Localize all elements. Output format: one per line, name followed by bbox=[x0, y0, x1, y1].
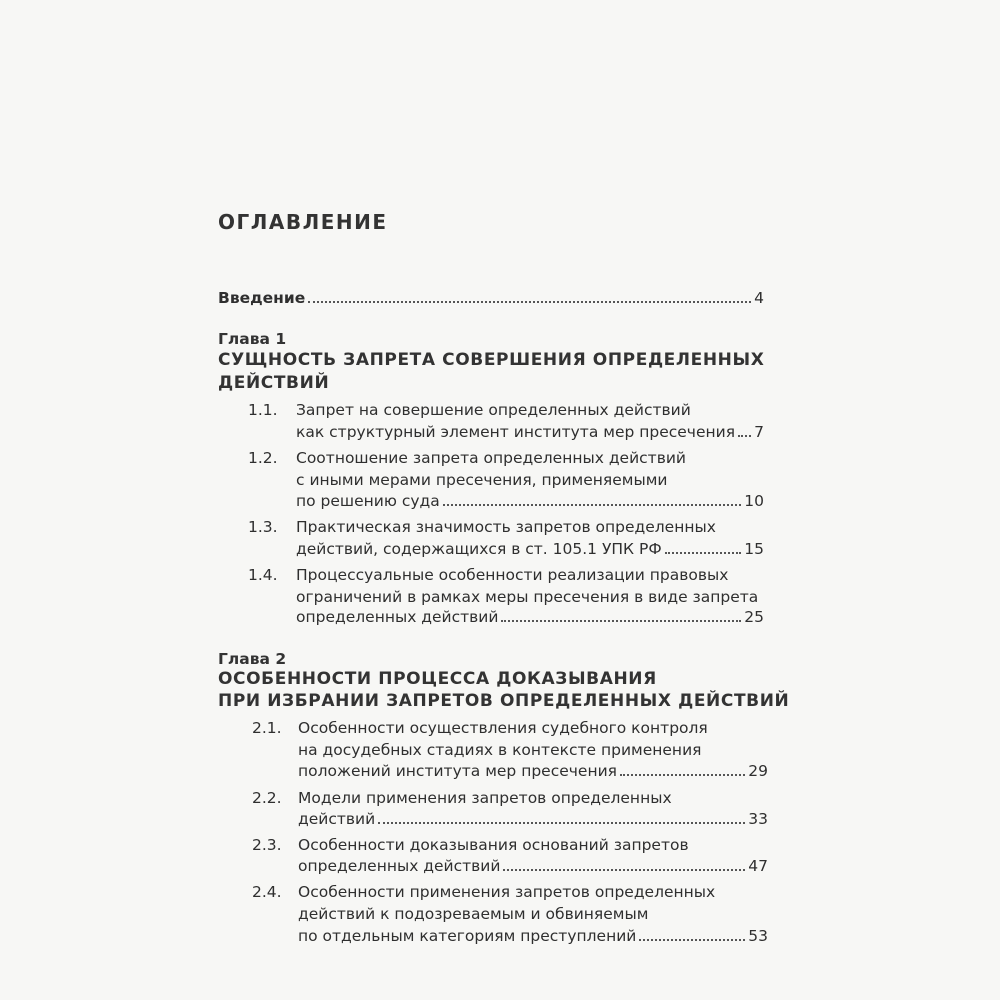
section-number: 2.2. bbox=[252, 789, 282, 807]
section-last-line bbox=[296, 490, 764, 512]
section-last-line bbox=[296, 421, 764, 443]
section-title-line: как структурный элемент института мер пресечения bbox=[296, 423, 736, 441]
toc-page-number: 47 bbox=[748, 857, 768, 875]
section-number: 1.2. bbox=[248, 449, 278, 467]
section-last-line bbox=[296, 538, 764, 560]
section-title-line: Соотношение запрета определенных действий bbox=[296, 449, 686, 467]
dot-leader bbox=[503, 869, 745, 871]
toc-page-number: 10 bbox=[744, 492, 764, 510]
dot-leader bbox=[308, 301, 751, 303]
section-title-line: определенных действий bbox=[298, 857, 501, 875]
dot-leader bbox=[620, 774, 745, 776]
section-number: 2.3. bbox=[252, 836, 282, 854]
section-title-line: ограничений в рамках меры пресечения в виде запрета bbox=[296, 588, 759, 606]
section-title-line: Запрет на совершение определенных действий bbox=[296, 401, 691, 419]
section-number: 1.1. bbox=[248, 401, 278, 419]
toc-page-number: 29 bbox=[748, 762, 768, 780]
section-title-line: Практическая значимость запретов определенных bbox=[296, 518, 716, 536]
section-title-line: по решению суда bbox=[296, 492, 440, 510]
section-title-line: с иными мерами пресечения, применяемыми bbox=[296, 471, 668, 489]
section-title-line: Особенности доказывания оснований запретов bbox=[298, 836, 689, 854]
section-number: 2.1. bbox=[252, 719, 282, 737]
toc-page-number: 7 bbox=[754, 423, 764, 441]
dot-leader bbox=[443, 504, 742, 506]
toc-page-number: 33 bbox=[748, 810, 768, 828]
chapter-2-title-line-1: ОСОБЕННОСТИ ПРОЦЕССА ДОКАЗЫВАНИЯ bbox=[218, 669, 657, 689]
chapter-1-label: Глава 1 bbox=[218, 330, 287, 348]
toc-title: ОГЛАВЛЕНИЕ bbox=[218, 210, 388, 234]
section-number: 1.4. bbox=[248, 566, 278, 584]
chapter-2-label: Глава 2 bbox=[218, 650, 287, 668]
section-title-line: действий bbox=[298, 810, 376, 828]
section-last-line bbox=[298, 855, 768, 877]
chapter-2-title-line-2: ПРИ ИЗБРАНИИ ЗАПРЕТОВ ОПРЕДЕЛЕННЫХ ДЕЙСТВИЙ bbox=[218, 691, 790, 711]
section-title-line: на досудебных стадиях в контексте применения bbox=[298, 741, 702, 759]
section-last-line bbox=[298, 925, 768, 947]
toc-page-number: 15 bbox=[744, 540, 764, 558]
section-last-line bbox=[298, 760, 768, 782]
chapter-1-title-line-2: ДЕЙСТВИЙ bbox=[218, 373, 330, 393]
section-last-line bbox=[298, 808, 768, 830]
section-title-line: Модели применения запретов определенных bbox=[298, 789, 672, 807]
section-title-line: определенных действий bbox=[296, 608, 499, 626]
chapter-1-title-line-1: СУЩНОСТЬ ЗАПРЕТА СОВЕРШЕНИЯ ОПРЕДЕЛЕННЫХ bbox=[218, 350, 765, 370]
section-last-line bbox=[296, 606, 764, 628]
section-title-line: Особенности осуществления судебного контроля bbox=[298, 719, 708, 737]
toc-page-number: 4 bbox=[754, 289, 764, 307]
toc-entry-label: Введение bbox=[218, 289, 306, 307]
toc-page-number: 53 bbox=[748, 927, 768, 945]
section-number: 2.4. bbox=[252, 883, 282, 901]
dot-leader bbox=[639, 939, 745, 941]
dot-leader bbox=[378, 822, 745, 824]
section-title-line: действий, содержащихся в ст. 105.1 УПК РФ bbox=[296, 540, 662, 558]
toc-entry-intro[interactable] bbox=[218, 287, 764, 309]
dot-leader bbox=[501, 620, 741, 622]
section-title-line: по отдельным категориям преступлений bbox=[298, 927, 637, 945]
dot-leader bbox=[738, 435, 751, 437]
dot-leader bbox=[665, 552, 742, 554]
section-title-line: Процессуальные особенности реализации правовых bbox=[296, 566, 729, 584]
toc-page-number: 25 bbox=[744, 608, 764, 626]
section-title-line: Особенности применения запретов определенных bbox=[298, 883, 716, 901]
section-title-line: положений института мер пресечения bbox=[298, 762, 617, 780]
section-number: 1.3. bbox=[248, 518, 278, 536]
section-title-line: действий к подозреваемым и обвиняемым bbox=[298, 905, 649, 923]
